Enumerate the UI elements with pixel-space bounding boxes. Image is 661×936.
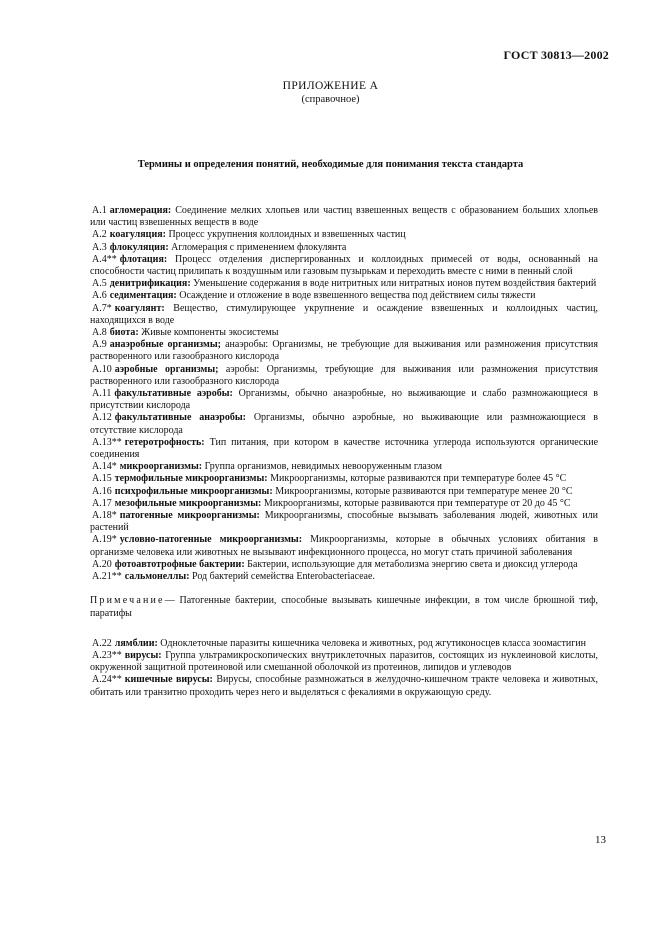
term-entry [90,278,598,290]
entry-number: А.8 [92,327,107,339]
entry-term: микроорганизмы: [119,461,203,473]
entry-term: патогенные микроорганизмы: [119,510,260,522]
annex-subtitle: (справочное) [301,94,360,105]
term-entry [90,437,598,461]
term-entry [90,364,598,388]
note [90,595,598,619]
entry-number: А.24** [92,674,122,686]
term-entry [90,510,598,534]
term-entry [90,290,598,302]
term-entry [90,534,598,558]
term-entry [90,388,598,412]
entry-definition: Микроорганизмы, которые развиваются при температуре от 20 до 45 °С [263,497,571,509]
entry-definition: анаэробы: Организмы, не требующие для выживания или размножения присутствия растворенного или газообразного кислорода [90,339,598,363]
entry-term: сальмонеллы: [124,571,190,583]
entry-term: седиментация: [109,290,177,302]
entry-definition: Вещество, стимулирующее укрупнение и осаждение взвешенных и коллоидных частиц, находящихся в воде [90,302,598,326]
entry-term: психрофильные микроорганизмы: [114,485,273,497]
entry-definition: Организмы, обычно аэробные, но выживающие или размножающиеся в отсутствие кислорода [90,412,599,436]
document-body [90,205,598,699]
entry-term: фотоавтотрофные бактерии: [114,558,245,570]
entry-term: кишечные вирусы: [124,674,213,686]
entry-definition: Осаждение и отложение в воде взвешенного вещества под действием силы тяжести [179,290,536,302]
entry-term: биота: [109,327,139,339]
entry-number: А.9 [92,339,107,351]
entry-term: вирусы: [124,649,162,661]
entry-number: А.6 [92,290,107,302]
entry-number: А.16 [92,485,112,497]
term-entry [90,327,598,339]
entry-number: А.3 [92,241,107,253]
term-entry [90,242,598,254]
entry-term: мезофильные микроорганизмы: [114,497,262,509]
entry-term: факультативные аэробы: [114,388,233,400]
entry-definition: Процесс отделения диспергированных и коллоидных примесей от воды, основанный на способности частиц прилипать к воздушным или газовым пузырькам и переходить вместе с ними в пенный слой [90,253,599,278]
term-entry [90,650,598,674]
terms-list-part1 [90,205,598,583]
term-entry [90,638,598,650]
note-label: Примечание [90,595,165,607]
term-entry [90,303,598,327]
entry-number: А.17 [92,497,112,509]
entry-definition: Процесс укрупнения коллоидных и взвешенных частиц [168,229,406,241]
entry-number: А.10 [92,363,112,375]
entry-number: А.12 [92,412,112,424]
entry-number: А.13** [92,436,122,448]
annex-title: ПРИЛОЖЕНИЕ А [282,80,379,92]
term-entry [90,473,598,485]
term-entry [90,461,598,473]
entry-term: условно-патогенные микроорганизмы: [119,534,303,546]
term-entry [90,229,598,241]
entry-number: А.20 [92,558,112,570]
term-entry [90,254,598,278]
entry-definition: Живые компоненты экосистемы [141,327,279,339]
note-text: — Патогенные бактерии, способные вызывать кишечные инфекции, в том числе брюшной тиф, паратифы [90,595,598,619]
entry-number: А.11 [92,388,112,400]
entry-number: А.4** [92,253,117,265]
standard-code: ГОСТ 30813—2002 [503,48,609,62]
entry-term: факультативные анаэробы: [114,412,246,424]
entry-definition: аэробы: Организмы, требующие для выживания или размножения присутствия растворенного или газообразного кислорода [90,363,599,387]
entry-term: термофильные микроорганизмы: [114,473,268,485]
entry-definition: Одноклеточные паразиты кишечника человека и животных, род жгутиконосцев класса зоомастигин [160,637,587,649]
entry-number: А.7* [92,302,112,314]
section-heading: Термины и определения понятий, необходимые для понимания текста стандарта [137,159,524,170]
entry-number: А.5 [92,278,107,290]
entry-number: А.21** [92,571,122,583]
term-entry [90,674,598,698]
entry-definition: Группа ультрамикроскопических внутриклеточных паразитов, состоящих из нуклеиновой кислоты, окруженной защитной протеиновой или смешанной оболочкой из протеинов, липидов и углеводов [90,649,599,674]
terms-list-part2 [90,638,598,699]
entry-definition: Тип питания, при котором в качестве источника углерода используются органические соединения [90,436,599,461]
entry-term: денитрификация: [109,278,191,290]
entry-number: А.19* [92,534,117,546]
entry-definition: Микроорганизмы, которые в обычных условиях обитания в организме человека или животных не вызывают инфекционного процесса, но могут стать причиной заболевания [90,534,598,558]
term-entry [90,498,598,510]
entry-number: А.1 [92,205,107,216]
entry-number: А.23** [92,649,122,661]
term-entry [90,559,598,571]
entry-definition: Микроорганизмы, которые развиваются при температуре менее 20 °С [275,485,573,497]
entry-number: А.18* [92,510,117,522]
entry-term: лямблии: [114,637,158,649]
entry-term: флокуляция: [109,241,169,253]
entry-definition: Группа организмов, невидимых невооруженным глазом [204,461,442,473]
entry-number: А.2 [92,229,107,241]
entry-number: А.22 [92,637,112,649]
entry-term: гетеротрофность: [124,436,205,448]
entry-term: коагуляция: [109,229,166,241]
entry-term: агломерация: [109,205,172,216]
entry-term: флотация: [119,253,168,265]
entry-definition: Бактерии, использующие для метаболизма энергию света и диоксид углерода [247,558,578,570]
entry-term: анаэробные организмы; [109,339,221,351]
entry-term: аэробные организмы; [114,363,219,375]
entry-definition: Организмы, обычно анаэробные, но выживающие и слабо размножающиеся в присутствии кислорода [90,388,599,412]
term-entry [90,205,598,229]
term-entry [90,412,598,436]
entry-definition: Вирусы, способные размножаться в желудочно-кишечном тракте человека и животных, обитать или транзитно проходить через него и выделяться с фекалиями в окружающую среду. [90,674,598,698]
entry-definition: Соединение мелких хлопьев или частиц взвешенных веществ с образованием больших хлопьев или частиц взвешенных веществ в воде [90,205,598,229]
term-entry [90,486,598,498]
page-number: 13 [595,834,606,846]
entry-number: А.14* [92,461,117,473]
entry-definition: Микроорганизмы, которые развиваются при температуре более 45 °С [270,473,567,485]
entry-term: коагулянт: [114,302,165,314]
term-entry [90,339,598,363]
entry-definition: Род бактерий семейства Enterobacteriaceae. [192,571,375,583]
entry-definition: Микроорганизмы, способные вызывать заболевания людей, животных или растений [90,510,599,534]
entry-definition: Уменьшение содержания в воде нитритных или нитратных ионов путем воздействия бактерий [193,278,597,290]
term-entry [90,571,598,583]
entry-number: А.15 [92,473,112,485]
entry-definition: Агломерация с применением флокулянта [171,241,347,253]
